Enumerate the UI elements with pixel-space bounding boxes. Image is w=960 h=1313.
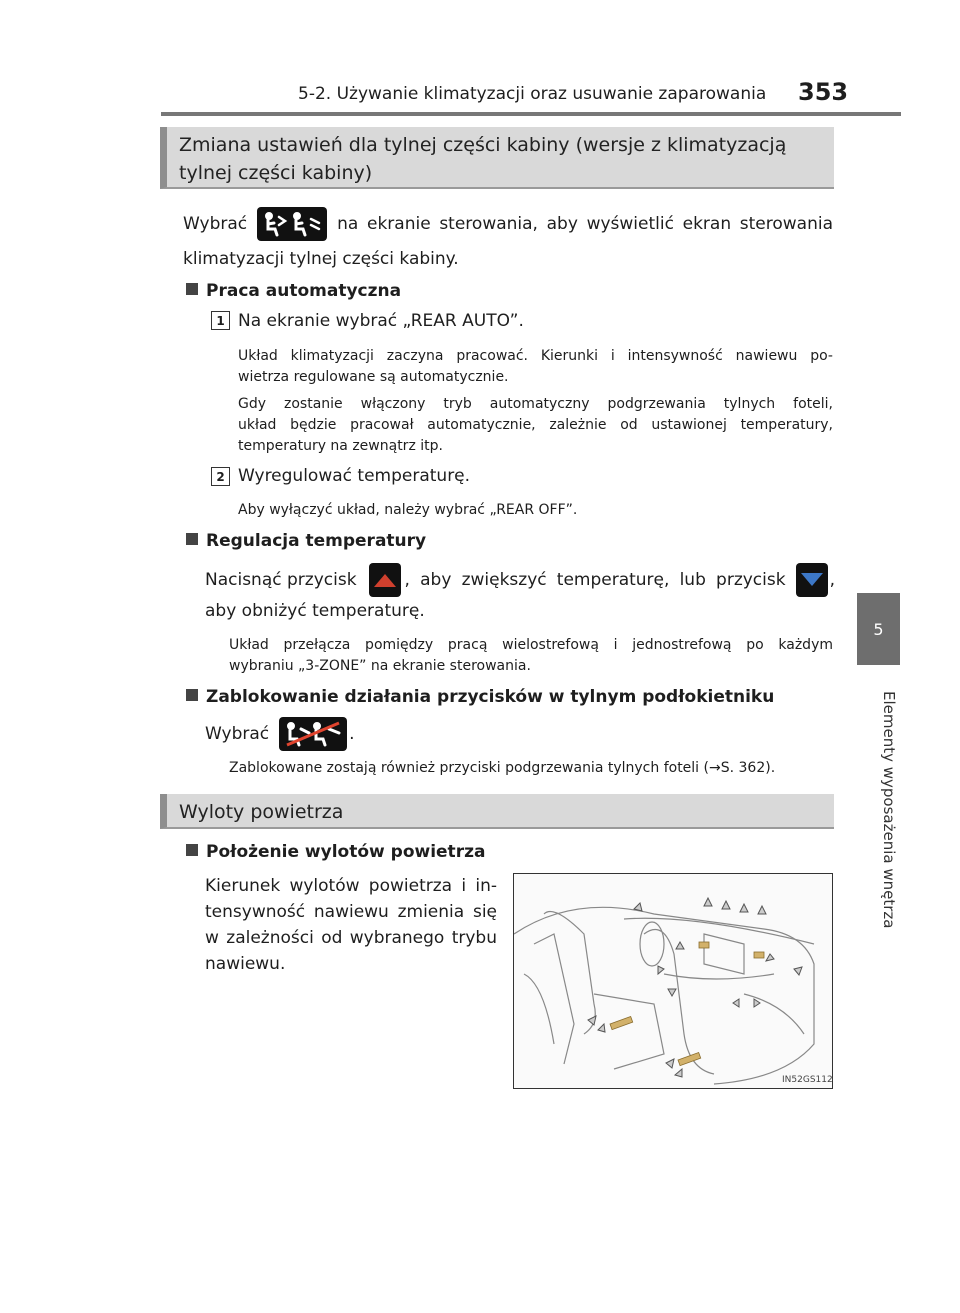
section-heading-line2: tylnej części kabiny) [179, 162, 373, 184]
section-heading-rear [160, 127, 834, 189]
step1-note2a: Gdy zostanie włączony tryb automatyczny podgrzewania tylnych foteli, [238, 396, 833, 412]
lock-note-ref[interactable]: S. 362). [720, 760, 776, 776]
lock-heading [186, 687, 774, 707]
chapter-tab[interactable]: 5 [857, 593, 900, 665]
rear-climate-icon [257, 207, 327, 241]
lock-text-a: Wybrać [205, 723, 270, 744]
step1-note1b: wietrza regulowane są automatycznie. [238, 369, 509, 385]
vents-body-4: nawiewu. [205, 954, 286, 974]
temp-text-a: Nacisnąć przycisk [205, 569, 357, 590]
temp-heading-text: Regulacja temperatury [206, 531, 427, 551]
rear-lock-icon [279, 717, 347, 751]
temp-down-icon [796, 563, 828, 597]
chapter-side-label: Elementy wyposażenia wnętrza [880, 691, 898, 929]
header-rule [161, 112, 901, 116]
cabin-vents-illustration [513, 873, 833, 1089]
intro-text-a: Wybrać [183, 213, 248, 234]
intro-line2: klimatyzacji tylnej części kabiny. [183, 249, 459, 269]
step-2-badge: 2 [211, 467, 230, 486]
temp-note-b: wybraniu „3-ZONE” na ekranie sterowania. [229, 658, 531, 674]
vents-body-2: tensywność nawiewu zmienia się [205, 902, 497, 922]
page-number: 353 [798, 78, 849, 106]
intro-line1 [183, 207, 833, 241]
auto-heading [186, 281, 401, 301]
temp-heading [186, 531, 426, 551]
step-1-text: Na ekranie wybrać „REAR AUTO”. [238, 311, 524, 331]
temp-line1 [205, 563, 835, 597]
cabin-drawing [514, 874, 832, 1088]
image-code: IN52GS112 [782, 1075, 832, 1085]
temp-note-a: Układ przełącza pomiędzy pracą wielostrefową i jednostrefową po każdym [229, 637, 833, 653]
bullet-square-icon [186, 844, 198, 856]
lock-line [205, 717, 355, 751]
temp-text-b: , aby zwiększyć temperaturę, lub przycisk [404, 569, 786, 590]
step1-note1a: Układ klimatyzacji zaczyna pracować. Kierunki i intensywność nawiewu po- [238, 348, 833, 364]
step-1-badge: 1 [211, 311, 230, 330]
vents-heading [186, 842, 485, 862]
bullet-square-icon [186, 689, 198, 701]
step1-note2b: układ będzie pracował automatycznie, zależnie od ustawionej temperatury, [238, 417, 833, 433]
step1-note2c: temperatury na zewnątrz itp. [238, 438, 443, 454]
lock-note [229, 758, 775, 778]
bullet-square-icon [186, 283, 198, 295]
temp-up-icon [369, 563, 401, 597]
step2-note: Aby wyłączyć układ, należy wybrać „REAR OFF”. [238, 502, 578, 518]
lock-text-b: . [349, 723, 355, 744]
temp-line2: aby obniżyć temperaturę. [205, 601, 425, 621]
vents-body-1: Kierunek wylotów powietrza i in- [205, 876, 497, 896]
section-heading-vents: Wyloty powietrza [160, 794, 834, 829]
intro-text-b: na ekranie sterowania, aby wyświetlić ekran sterowania [337, 213, 833, 234]
auto-heading-text: Praca automatyczna [206, 281, 402, 301]
section-heading-line1: Zmiana ustawień dla tylnej części kabiny (wersje z klimatyzacją [179, 134, 787, 156]
bullet-square-icon [186, 533, 198, 545]
vents-body-3: w zależności od wybranego trybu [205, 928, 497, 948]
temp-text-c: , [829, 569, 835, 590]
chapter-title: 5-2. Używanie klimatyzacji oraz usuwanie zaparowania [298, 84, 767, 104]
reference-arrow-icon: → [709, 760, 721, 776]
lock-heading-text: Zablokowanie działania przycisków w tylnym podłokietniku [206, 687, 775, 707]
vents-heading-text: Położenie wylotów powietrza [206, 842, 486, 862]
lock-note-text: Zablokowane zostają również przyciski podgrzewania tylnych foteli ( [229, 760, 709, 776]
step-2-text: Wyregulować temperaturę. [238, 466, 471, 486]
